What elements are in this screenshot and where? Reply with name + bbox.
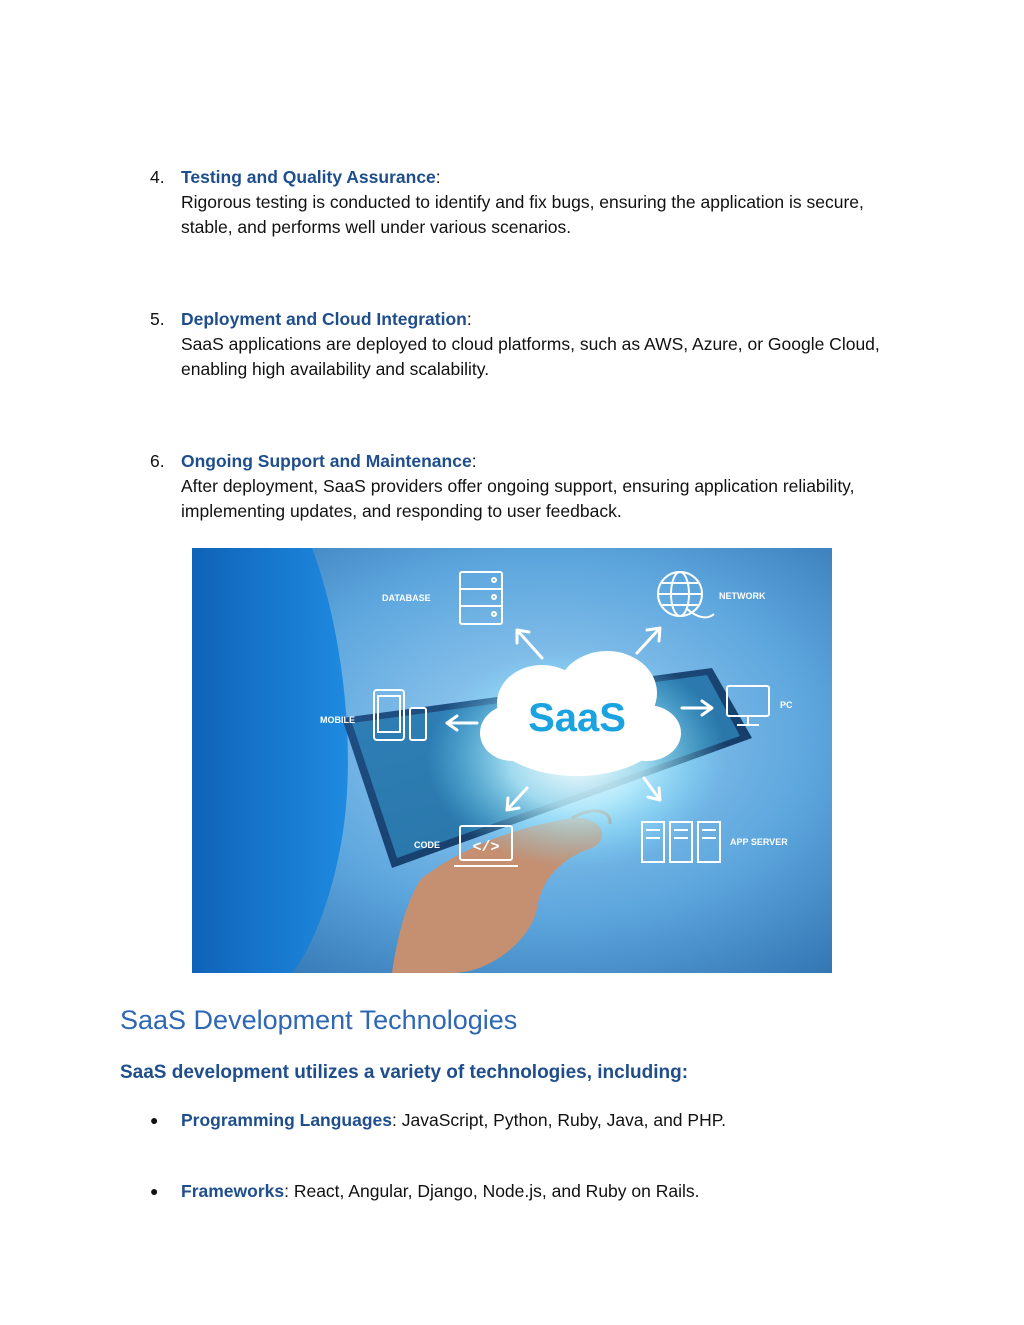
saas-center-label: SaaS bbox=[528, 696, 626, 740]
bullet-item-programming-languages bbox=[150, 1108, 910, 1133]
bullet-item-frameworks bbox=[150, 1179, 910, 1204]
step-title: Ongoing Support and Maintenance bbox=[181, 451, 472, 471]
saas-illustration bbox=[192, 548, 832, 973]
step-description: SaaS applications are deployed to cloud platforms, such as AWS, Azure, or Google Cloud, enabling high availability and scalability. bbox=[181, 334, 880, 379]
network-label: NETWORK bbox=[719, 591, 766, 601]
pc-label: PC bbox=[780, 700, 793, 710]
step-description: Rigorous testing is conducted to identify and fix bugs, ensuring the application is secure, stable, and performs well under various scenarios. bbox=[181, 192, 864, 237]
bullet-text: : React, Angular, Django, Node.js, and Ruby on Rails. bbox=[284, 1181, 700, 1201]
section-subheading: SaaS development utilizes a variety of technologies, including: bbox=[120, 1062, 689, 1083]
list-number: 4. bbox=[150, 167, 165, 187]
step-title: Testing and Quality Assurance bbox=[181, 167, 436, 187]
code-label: CODE bbox=[414, 840, 441, 850]
step-description: After deployment, SaaS providers offer ongoing support, ensuring application reliability, implementing updates, and responding to user feedback. bbox=[181, 476, 855, 521]
app-server-label: APP SERVER bbox=[730, 837, 788, 847]
list-number: 5. bbox=[150, 309, 165, 329]
list-item-step-4 bbox=[150, 165, 910, 240]
code-symbol-icon: </> bbox=[472, 839, 500, 856]
bullet-title: Programming Languages bbox=[181, 1110, 393, 1130]
title-colon: : bbox=[466, 309, 472, 329]
bullet-title: Frameworks bbox=[181, 1181, 285, 1201]
bullet-marker: ● bbox=[150, 1112, 159, 1128]
title-colon: : bbox=[435, 167, 441, 187]
bullet-marker: ● bbox=[150, 1183, 159, 1199]
list-item-step-5 bbox=[150, 307, 910, 382]
mobile-label: MOBILE bbox=[320, 715, 355, 725]
list-number: 6. bbox=[150, 451, 165, 471]
section-heading: SaaS Development Technologies bbox=[120, 1005, 518, 1035]
title-colon: : bbox=[471, 451, 477, 471]
step-title: Deployment and Cloud Integration bbox=[181, 309, 467, 329]
list-item-step-6 bbox=[150, 449, 910, 524]
bullet-text: : JavaScript, Python, Ruby, Java, and PHP. bbox=[392, 1110, 726, 1130]
database-label: DATABASE bbox=[382, 593, 431, 603]
